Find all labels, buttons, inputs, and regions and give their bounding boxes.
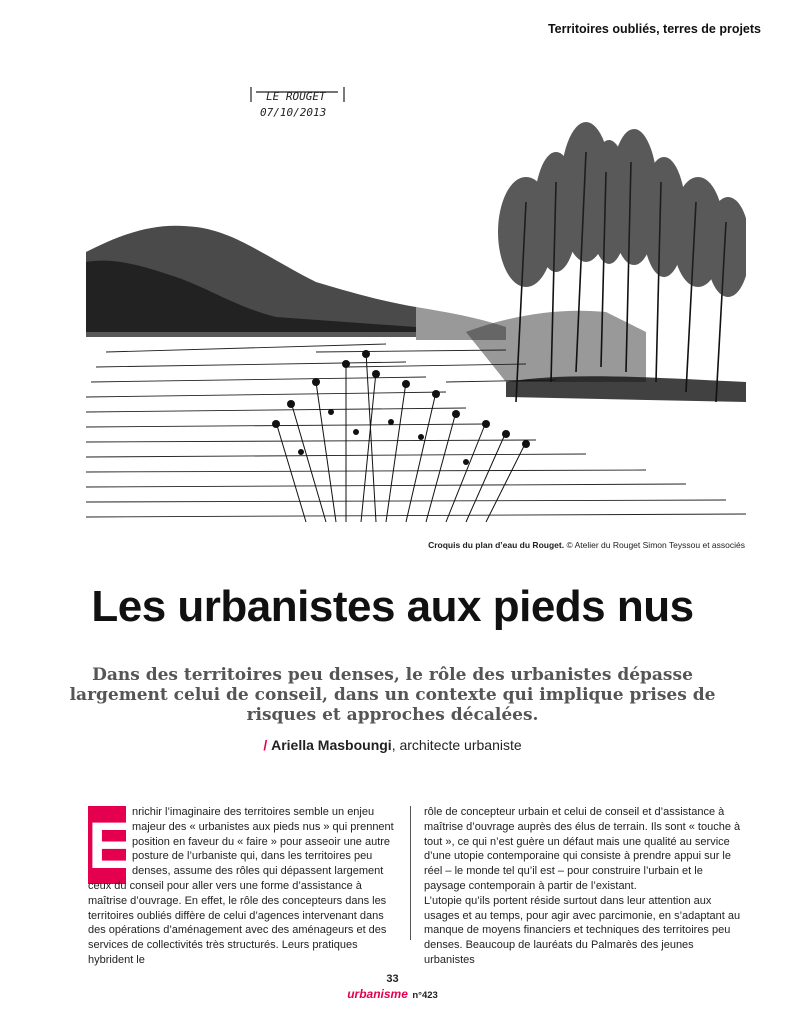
magazine-brand: urbanisme (347, 987, 408, 1001)
column-2-paragraph-2: L’utopie qu’ils portent réside surtout dans leur attention aux usages et au temps, pour agir avec parcimonie, en s’adaptant au manque de moyens financiers et techniques des territoires peu denses. Beaucoup de lauréats du Palmarès des jeunes urbanistes (424, 894, 741, 966)
article-column-2 (424, 805, 742, 968)
column-1-line: denses, assume des rôles qui dépassent largement (132, 865, 384, 878)
handwritten-label-line1: LE ROUGET (266, 90, 326, 103)
page-number: 33 (386, 973, 399, 985)
column-1-line: hybrident le (88, 953, 145, 966)
column-2-paragraph-1: rôle de concepteur urbain et celui de conseil et d’assistance à maîtrise d’ouvrage auprès des élus de terrain. Ils sont « touche à tout », ce qui n’est guère un défaut mais une qualité au service d’une utopie contemporaine qui consiste à prendre appui sur le réel – le monde tel qu’il est – pour construire l’urbain et le paysage contemporain à partir de l’existant. (424, 806, 741, 892)
author-slash: / (263, 737, 268, 753)
column-1-line: maîtrise d’ouvrage. En effet, le rôle des concepteurs dans les (88, 894, 387, 907)
column-1-line: ceux du conseil pour aller vers une forme d’assistance à (88, 879, 362, 892)
author-name: Ariella Masboungi (271, 737, 392, 753)
image-caption (428, 540, 745, 550)
column-1-line: posture de l’urbaniste qui, dans les territoires peu (132, 850, 373, 863)
ink-sketch-landscape-icon (86, 82, 746, 537)
author-line (0, 737, 785, 753)
column-1-line: des opérations d’aménagement avec des aménageurs et des (88, 924, 387, 937)
column-1-line: position en faveur du « faire » pour asseoir une autre (132, 835, 391, 848)
page-footer (0, 973, 785, 1003)
caption-credit: © Atelier du Rouget Simon Teyssou et associés (566, 540, 745, 550)
column-divider (410, 806, 411, 940)
column-1-line: services de collectivités très structurés. Leurs pratiques (88, 939, 358, 952)
column-1-line: territoires oubliés diffère de celui d’agences intervenant dans (88, 909, 384, 922)
author-role: , architecte urbaniste (391, 737, 522, 753)
caption-title: Croquis du plan d’eau du Rouget. (428, 540, 565, 550)
article-title: Les urbanistes aux pieds nus (91, 582, 694, 631)
column-1-line: majeur des « urbanistes aux pieds nus » qui prennent (132, 820, 394, 833)
column-1-line: nrichir l’imaginaire des territoires semble un enjeu (132, 806, 375, 818)
landscape-sketch (86, 82, 746, 537)
handwritten-label-line2: 07/10/2013 (260, 106, 327, 119)
article-column-1 (88, 805, 398, 968)
section-tag: Territoires oubliés, terres de projets (547, 22, 761, 36)
dropcap: E (88, 808, 133, 882)
issue-number: n°423 (412, 990, 438, 1001)
article-standfirst: Dans des territoires peu denses, le rôle des urbanistes dépasse largement celui de conseil, dans un contexte qui implique prises de risques et approches décalées. (69, 665, 716, 725)
